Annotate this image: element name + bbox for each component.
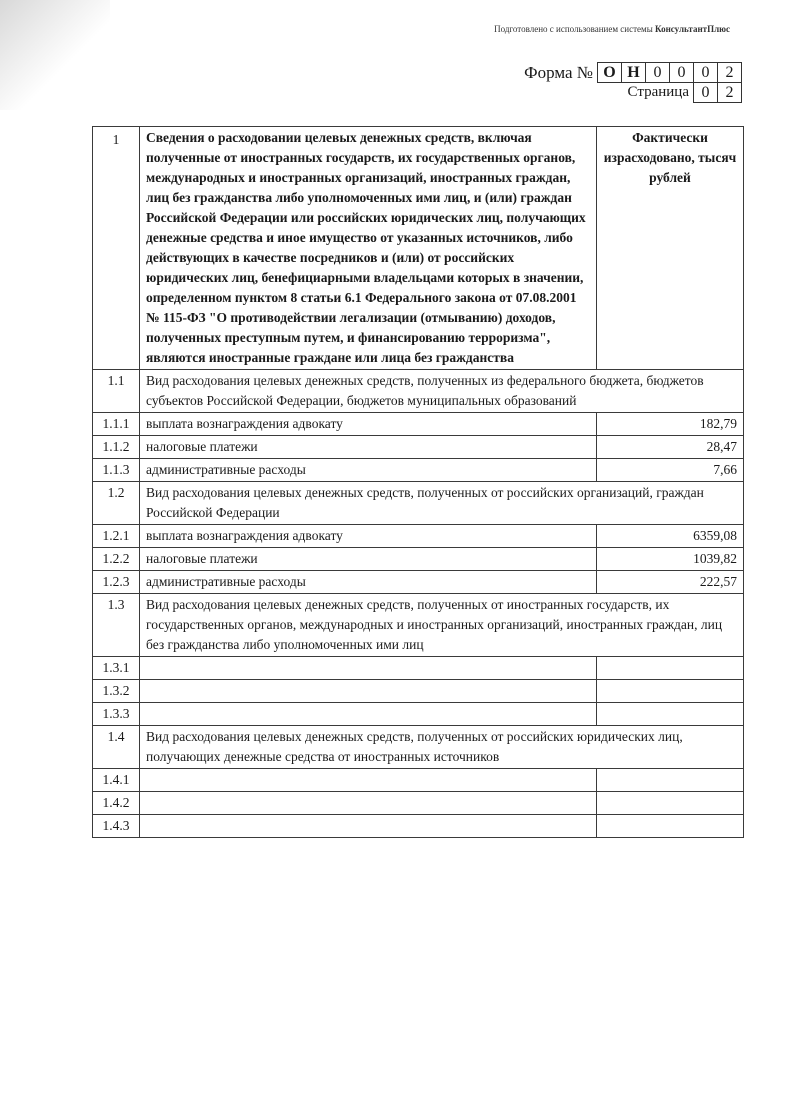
row-number: 1.3.3 xyxy=(93,703,140,726)
row-description: налоговые платежи xyxy=(140,436,597,459)
row-description: административные расходы xyxy=(140,459,597,482)
row-value xyxy=(597,815,744,838)
row-value xyxy=(597,657,744,680)
row-number: 1.1.2 xyxy=(93,436,140,459)
table-row xyxy=(93,413,744,436)
section-number: 1.4 xyxy=(93,726,140,769)
table-header-row xyxy=(93,127,744,370)
form-code-cell: 0 xyxy=(694,62,718,83)
form-code-cell: 0 xyxy=(670,62,694,83)
row-description: выплата вознаграждения адвокату xyxy=(140,413,597,436)
section-row xyxy=(93,594,744,657)
consultant-plus-header xyxy=(494,24,730,34)
header-amount-column: Фактически израсходовано, тысяч рублей xyxy=(597,127,744,370)
header-prefix: Подготовлено с использованием системы xyxy=(494,24,656,34)
table-row xyxy=(93,815,744,838)
row-value xyxy=(597,769,744,792)
row-number: 1.4.2 xyxy=(93,792,140,815)
table-row xyxy=(93,769,744,792)
row-description: выплата вознаграждения адвокату xyxy=(140,525,597,548)
section-row xyxy=(93,726,744,769)
row-number: 1.1.1 xyxy=(93,413,140,436)
row-number: 1.2.2 xyxy=(93,548,140,571)
row-number: 1.2.1 xyxy=(93,525,140,548)
form-number-row xyxy=(524,62,742,83)
row-description xyxy=(140,815,597,838)
row-description xyxy=(140,657,597,680)
section-number: 1.2 xyxy=(93,482,140,525)
row-description: налоговые платежи xyxy=(140,548,597,571)
row-number: 1.4.1 xyxy=(93,769,140,792)
row-value: 222,57 xyxy=(597,571,744,594)
page-label: Страница xyxy=(627,84,689,100)
table-row xyxy=(93,703,744,726)
row-description xyxy=(140,703,597,726)
form-code-cell: О xyxy=(597,62,622,83)
row-number: 1.1.3 xyxy=(93,459,140,482)
row-number: 1.4.3 xyxy=(93,815,140,838)
page-number-row xyxy=(524,82,742,103)
row-value: 28,47 xyxy=(597,436,744,459)
section-row xyxy=(93,370,744,413)
row-number: 1.3.1 xyxy=(93,657,140,680)
section-number: 1.3 xyxy=(93,594,140,657)
row-value: 7,66 xyxy=(597,459,744,482)
row-value: 182,79 xyxy=(597,413,744,436)
table-row xyxy=(93,657,744,680)
page-digit-cell: 2 xyxy=(718,82,742,103)
section-row xyxy=(93,482,744,525)
section-description: Вид расходования целевых денежных средств, полученных от российских организаций, граждан Российской Федерации xyxy=(140,482,744,525)
row-description xyxy=(140,769,597,792)
table-row xyxy=(93,792,744,815)
row-value xyxy=(597,792,744,815)
form-code-cell: Н xyxy=(622,62,646,83)
section-number: 1.1 xyxy=(93,370,140,413)
form-number-block xyxy=(524,62,742,103)
page-digit-cell: 0 xyxy=(693,82,718,103)
expenditure-table xyxy=(92,126,744,838)
form-code-cell: 0 xyxy=(646,62,670,83)
row-description xyxy=(140,792,597,815)
table-row xyxy=(93,525,744,548)
scan-shadow xyxy=(0,0,110,110)
section-description: Вид расходования целевых денежных средств, полученных от российских юридических лиц, получающих денежные средства от иностранных источников xyxy=(140,726,744,769)
section-description: Вид расходования целевых денежных средств, полученных от иностранных государств, их государственных органов, международных и иностранных организаций, иностранных граждан, лиц без гражданства либо уполномоченных ими лиц xyxy=(140,594,744,657)
row-value xyxy=(597,703,744,726)
header-brand: КонсультантПлюс xyxy=(655,24,730,34)
row-description xyxy=(140,680,597,703)
table-row xyxy=(93,571,744,594)
row-value xyxy=(597,680,744,703)
row-number: 1.2.3 xyxy=(93,571,140,594)
header-number: 1 xyxy=(93,127,140,370)
table-row xyxy=(93,459,744,482)
header-description: Сведения о расходовании целевых денежных средств, включая полученные от иностранных государств, их государственных органов, международных и иностранных организаций, иностранных граждан, лиц без гражданства либо уполномоченных ими лиц, и (или) граждан Российской Федерации или российских юридических лиц, получающих денежные средства и иное имущество от указанных источников, либо действующих в качестве посредников и (или) от российских юридических лиц, бенефициарными владельцами которых в значении, определенном пунктом 8 статьи 6.1 Федерального закона от 07.08.2001 № 115-ФЗ "О противодействии легализации (отмыванию) доходов, полученных преступным путем, и финансированию терроризма", являются иностранные граждане или лица без гражданства xyxy=(140,127,597,370)
table-row xyxy=(93,680,744,703)
row-description: административные расходы xyxy=(140,571,597,594)
form-label: Форма № xyxy=(524,62,593,82)
form-code-cell: 2 xyxy=(718,62,742,83)
row-value: 1039,82 xyxy=(597,548,744,571)
table-row xyxy=(93,548,744,571)
section-description: Вид расходования целевых денежных средств, полученных из федерального бюджета, бюджетов субъектов Российской Федерации, бюджетов муниципальных образований xyxy=(140,370,744,413)
table-row xyxy=(93,436,744,459)
row-value: 6359,08 xyxy=(597,525,744,548)
row-number: 1.3.2 xyxy=(93,680,140,703)
